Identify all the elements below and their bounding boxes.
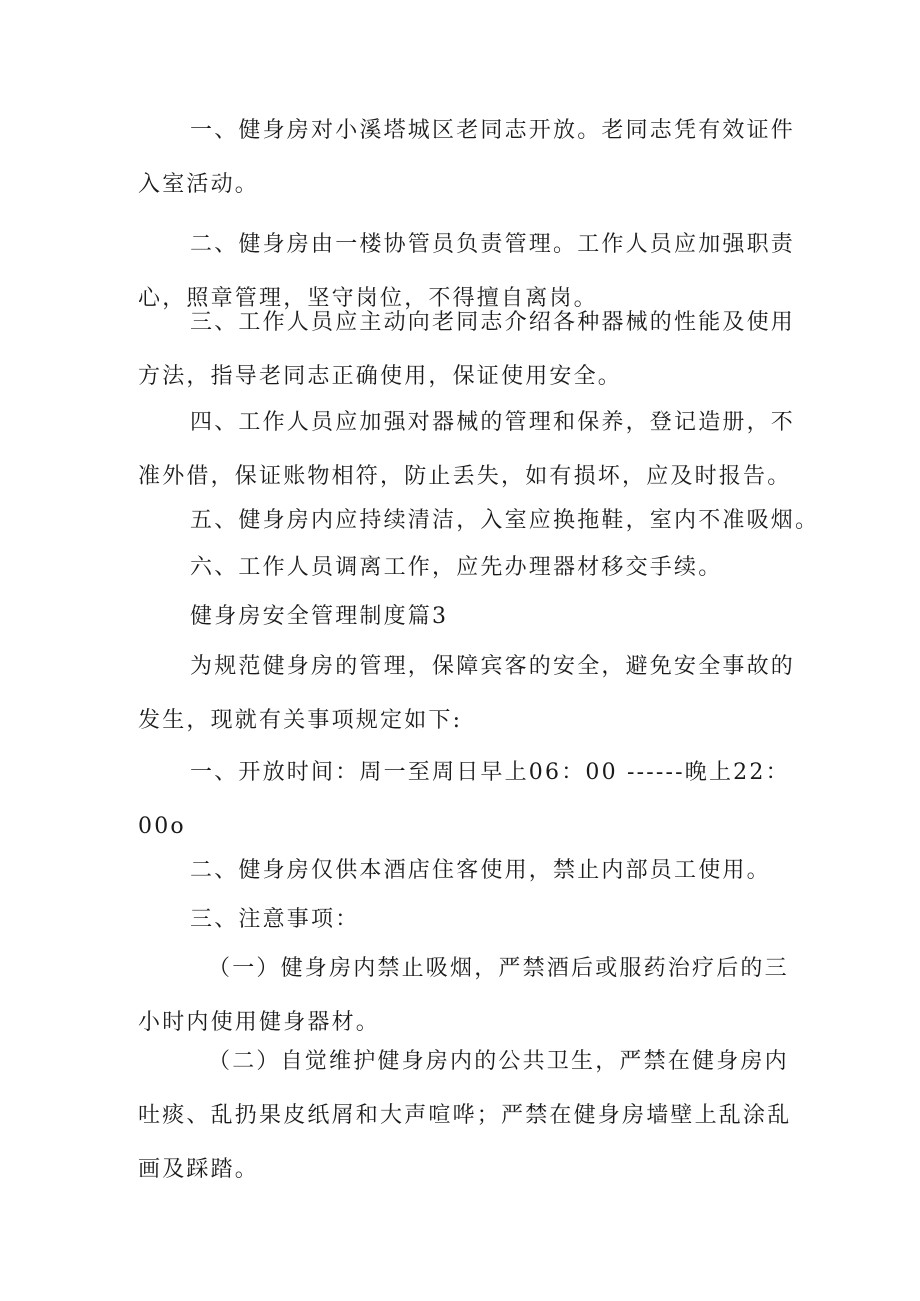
paragraph-opening-hours: 一、开放时间：周一至周日早上06：00 ------晚上22：00o [138, 760, 790, 839]
paragraph-notes-heading: 三、注意事项： [190, 907, 360, 932]
paragraph-note-2: （二）自觉维护健身房内的公共卫生，严禁在健身房内吐痰、乱扔果皮纸屑和大声喧哗；严禁在健身房墙壁上乱涂乱画及踩踏。 [138, 1049, 792, 1182]
paragraph-6: 六、工作人员调离工作，应先办理器材移交手续。 [190, 555, 723, 580]
paragraph-3: 三、工作人员应主动向老同志介绍各种器械的性能及使用方法，指导老同志正确使用，保证使用安全。 [138, 310, 796, 389]
paragraph-note-1: （一）健身房内禁止吸烟，严禁酒后或服药治疗后的三小时内使用健身器材。 [138, 956, 789, 1035]
paragraph-2: 二、健身房由一楼协管员负责管理。工作人员应加强职责心，照章管理，坚守岗位，不得擅自离岗。 [138, 232, 796, 311]
paragraph-guest-only: 二、健身房仅供本酒店住客使用，禁止内部员工使用。 [190, 858, 771, 883]
paragraph-intro: 为规范健身房的管理，保障宾客的安全，避免安全事故的发生，现就有关事项规定如下: [138, 654, 796, 733]
paragraph-1: 一、健身房对小溪塔城区老同志开放。老同志凭有效证件入室活动。 [138, 118, 796, 197]
paragraph-4: 四、工作人员应加强对器械的管理和保养，登记造册，不准外借，保证账物相符，防止丢失，如有损坏，应及时报告。 [138, 410, 796, 489]
paragraph-5: 五、健身房内应持续清洁，入室应换拖鞋，室内不准吸烟。 [190, 508, 820, 533]
section-heading: 健身房安全管理制度篇3 [190, 604, 449, 629]
